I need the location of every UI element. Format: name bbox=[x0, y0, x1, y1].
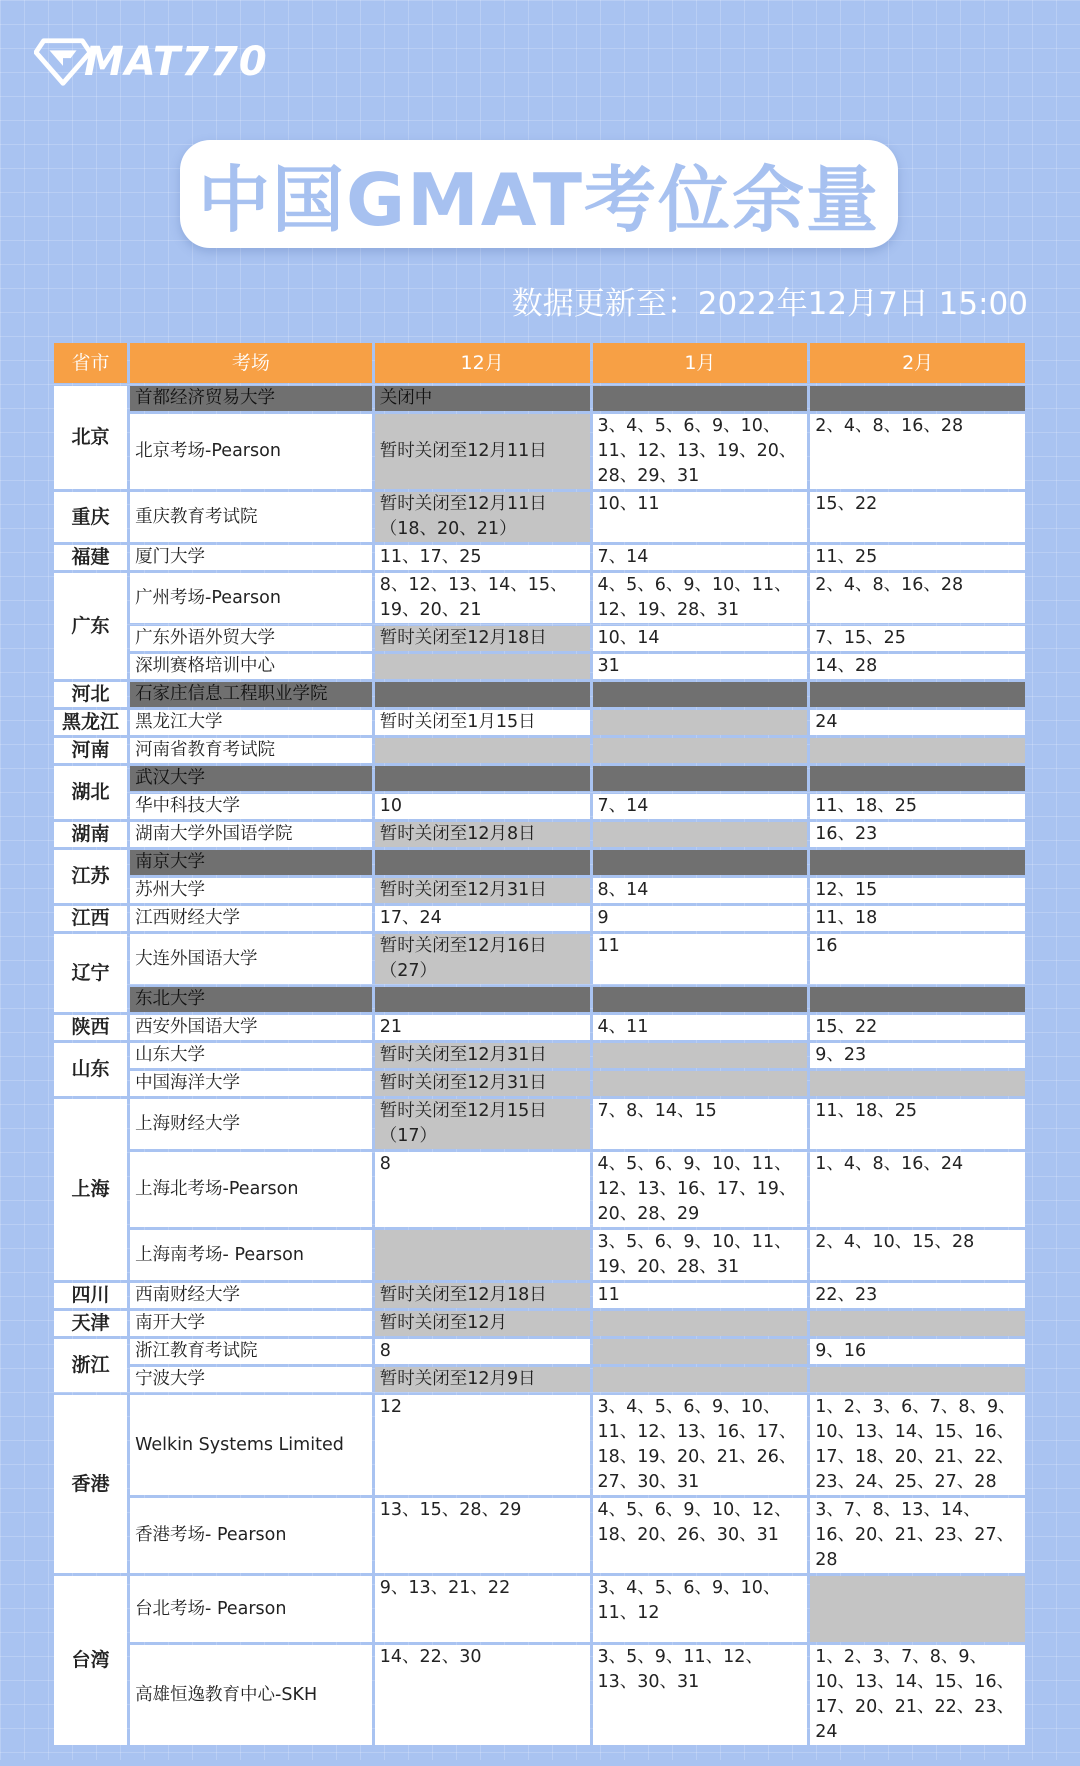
table-row bbox=[54, 1645, 1025, 1745]
logo bbox=[34, 30, 268, 94]
table-row bbox=[54, 1367, 1025, 1392]
venue-cell: 上海财经大学 bbox=[130, 1099, 372, 1149]
province-cell: 广东 bbox=[54, 573, 127, 679]
venue-cell: 重庆教育考试院 bbox=[130, 492, 372, 542]
feb-cell bbox=[810, 1071, 1025, 1096]
jan-cell bbox=[593, 386, 808, 411]
dec-cell: 暂时关闭至12月15日（17） bbox=[375, 1099, 590, 1149]
province-cell: 福建 bbox=[54, 545, 127, 570]
jan-cell bbox=[593, 1311, 808, 1336]
feb-cell bbox=[810, 766, 1025, 791]
table-row bbox=[54, 1152, 1025, 1227]
venue-cell: 江西财经大学 bbox=[130, 906, 372, 931]
table-row bbox=[54, 1230, 1025, 1280]
dec-cell: 10 bbox=[375, 794, 590, 819]
jan-cell: 10、11 bbox=[593, 492, 808, 542]
table-row bbox=[54, 1099, 1025, 1149]
feb-cell: 11、18、25 bbox=[810, 1099, 1025, 1149]
feb-cell: 7、15、25 bbox=[810, 626, 1025, 651]
dec-cell: 暂时关闭至1月15日 bbox=[375, 710, 590, 735]
venue-cell: 浙江教育考试院 bbox=[130, 1339, 372, 1364]
jan-cell: 4、5、6、9、10、11、12、13、16、17、19、20、28、29 bbox=[593, 1152, 808, 1227]
feb-cell: 16、23 bbox=[810, 822, 1025, 847]
jan-cell: 7、8、14、15 bbox=[593, 1099, 808, 1149]
table-row bbox=[54, 545, 1025, 570]
dec-cell: 暂时关闭至12月11日 bbox=[375, 414, 590, 489]
jan-cell bbox=[593, 766, 808, 791]
dec-cell: 暂时关闭至12月31日 bbox=[375, 1043, 590, 1068]
province-cell: 北京 bbox=[54, 386, 127, 489]
province-cell: 四川 bbox=[54, 1283, 127, 1308]
province-cell: 江苏 bbox=[54, 850, 127, 903]
feb-cell: 24 bbox=[810, 710, 1025, 735]
dec-cell: 暂时关闭至12月8日 bbox=[375, 822, 590, 847]
feb-cell bbox=[810, 987, 1025, 1012]
venue-cell: 西南财经大学 bbox=[130, 1283, 372, 1308]
feb-cell: 22、23 bbox=[810, 1283, 1025, 1308]
table-row bbox=[54, 492, 1025, 542]
venue-cell: 华中科技大学 bbox=[130, 794, 372, 819]
table-row bbox=[54, 1043, 1025, 1068]
dec-cell: 暂时关闭至12月 bbox=[375, 1311, 590, 1336]
venue-cell: 上海北考场-Pearson bbox=[130, 1152, 372, 1227]
jan-cell: 11 bbox=[593, 1283, 808, 1308]
table-row bbox=[54, 1339, 1025, 1364]
dec-cell: 暂时关闭至12月16日（27） bbox=[375, 934, 590, 984]
header-dec: 12月 bbox=[375, 343, 590, 383]
venue-cell: 石家庄信息工程职业学院 bbox=[130, 682, 372, 707]
dec-cell: 暂时关闭至12月9日 bbox=[375, 1367, 590, 1392]
feb-cell bbox=[810, 1367, 1025, 1392]
dec-cell bbox=[375, 850, 590, 875]
jan-cell: 7、14 bbox=[593, 545, 808, 570]
table-row bbox=[54, 878, 1025, 903]
venue-cell: 香港考场- Pearson bbox=[130, 1498, 372, 1573]
feb-cell: 2、4、8、16、28 bbox=[810, 573, 1025, 623]
feb-cell bbox=[810, 1311, 1025, 1336]
venue-cell: 湖南大学外国语学院 bbox=[130, 822, 372, 847]
province-cell: 陕西 bbox=[54, 1015, 127, 1040]
feb-cell: 1、2、3、6、7、8、9、10、13、14、15、16、17、18、20、21、22、23、24、25、27、28 bbox=[810, 1395, 1025, 1495]
jan-cell: 7、14 bbox=[593, 794, 808, 819]
seat-table-wrap bbox=[51, 340, 1028, 1748]
dec-cell: 21 bbox=[375, 1015, 590, 1040]
table-row bbox=[54, 710, 1025, 735]
venue-cell: 广州考场-Pearson bbox=[130, 573, 372, 623]
venue-cell: 首都经济贸易大学 bbox=[130, 386, 372, 411]
jan-cell bbox=[593, 1043, 808, 1068]
jan-cell: 10、14 bbox=[593, 626, 808, 651]
table-row bbox=[54, 386, 1025, 411]
feb-cell: 15、22 bbox=[810, 1015, 1025, 1040]
feb-cell bbox=[810, 682, 1025, 707]
venue-cell: 宁波大学 bbox=[130, 1367, 372, 1392]
feb-cell: 2、4、8、16、28 bbox=[810, 414, 1025, 489]
venue-cell: 上海南考场- Pearson bbox=[130, 1230, 372, 1280]
jan-cell bbox=[593, 987, 808, 1012]
feb-cell bbox=[810, 1576, 1025, 1642]
jan-cell: 4、5、6、9、10、12、18、20、26、30、31 bbox=[593, 1498, 808, 1573]
province-cell: 香港 bbox=[54, 1395, 127, 1573]
table-row bbox=[54, 1311, 1025, 1336]
province-cell: 河北 bbox=[54, 682, 127, 707]
venue-cell: 深圳赛格培训中心 bbox=[130, 654, 372, 679]
feb-cell: 16 bbox=[810, 934, 1025, 984]
venue-cell: 高雄恒逸教育中心-SKH bbox=[130, 1645, 372, 1745]
venue-cell: 黑龙江大学 bbox=[130, 710, 372, 735]
feb-cell: 1、4、8、16、24 bbox=[810, 1152, 1025, 1227]
jan-cell: 4、5、6、9、10、11、12、19、28、31 bbox=[593, 573, 808, 623]
table-row bbox=[54, 850, 1025, 875]
venue-cell: 大连外国语大学 bbox=[130, 934, 372, 984]
dec-cell: 8、12、13、14、15、19、20、21 bbox=[375, 573, 590, 623]
province-cell: 江西 bbox=[54, 906, 127, 931]
dec-cell: 14、22、30 bbox=[375, 1645, 590, 1745]
seat-table bbox=[51, 340, 1028, 1748]
table-row bbox=[54, 682, 1025, 707]
dec-cell: 8 bbox=[375, 1339, 590, 1364]
venue-cell: 山东大学 bbox=[130, 1043, 372, 1068]
province-cell: 山东 bbox=[54, 1043, 127, 1096]
province-cell: 河南 bbox=[54, 738, 127, 763]
feb-cell: 2、4、10、15、28 bbox=[810, 1230, 1025, 1280]
title-card bbox=[180, 140, 898, 248]
jan-cell: 31 bbox=[593, 654, 808, 679]
dec-cell: 8 bbox=[375, 1152, 590, 1227]
jan-cell: 3、4、5、6、9、10、11、12、13、19、20、28、29、31 bbox=[593, 414, 808, 489]
feb-cell bbox=[810, 738, 1025, 763]
table-row bbox=[54, 1283, 1025, 1308]
dec-cell: 9、13、21、22 bbox=[375, 1576, 590, 1642]
venue-cell: 河南省教育考试院 bbox=[130, 738, 372, 763]
venue-cell: 东北大学 bbox=[130, 987, 372, 1012]
venue-cell: Welkin Systems Limited bbox=[130, 1395, 372, 1495]
jan-cell: 3、5、9、11、12、13、30、31 bbox=[593, 1645, 808, 1745]
dec-cell bbox=[375, 738, 590, 763]
jan-cell: 11 bbox=[593, 934, 808, 984]
jan-cell: 3、4、5、6、9、10、11、12 bbox=[593, 1576, 808, 1642]
dec-cell: 11、17、25 bbox=[375, 545, 590, 570]
feb-cell: 11、18、25 bbox=[810, 794, 1025, 819]
feb-cell bbox=[810, 386, 1025, 411]
venue-cell: 台北考场- Pearson bbox=[130, 1576, 372, 1642]
dec-cell bbox=[375, 766, 590, 791]
venue-cell: 广东外语外贸大学 bbox=[130, 626, 372, 651]
jan-cell bbox=[593, 682, 808, 707]
venue-cell: 中国海洋大学 bbox=[130, 1071, 372, 1096]
jan-cell: 3、4、5、6、9、10、11、12、13、16、17、18、19、20、21、26、27、30、31 bbox=[593, 1395, 808, 1495]
venue-cell: 北京考场-Pearson bbox=[130, 414, 372, 489]
jan-cell bbox=[593, 822, 808, 847]
province-cell: 黑龙江 bbox=[54, 710, 127, 735]
update-timestamp: 数据更新至：2022年12月7日 15:00 bbox=[511, 286, 1028, 322]
table-row bbox=[54, 822, 1025, 847]
dec-cell: 17、24 bbox=[375, 906, 590, 931]
jan-cell bbox=[593, 1339, 808, 1364]
feb-cell: 11、25 bbox=[810, 545, 1025, 570]
dec-cell: 暂时关闭至12月18日 bbox=[375, 626, 590, 651]
dec-cell: 暂时关闭至12月31日 bbox=[375, 878, 590, 903]
table-row bbox=[54, 738, 1025, 763]
province-cell: 天津 bbox=[54, 1311, 127, 1336]
table-row bbox=[54, 794, 1025, 819]
dec-cell bbox=[375, 682, 590, 707]
province-cell: 湖南 bbox=[54, 822, 127, 847]
jan-cell: 3、5、6、9、10、11、19、20、28、31 bbox=[593, 1230, 808, 1280]
feb-cell: 12、15 bbox=[810, 878, 1025, 903]
dec-cell: 暂时关闭至12月11日（18、20、21） bbox=[375, 492, 590, 542]
dec-cell bbox=[375, 654, 590, 679]
footer-strip bbox=[0, 1760, 1080, 1766]
feb-cell: 9、16 bbox=[810, 1339, 1025, 1364]
table-row bbox=[54, 1498, 1025, 1573]
venue-cell: 武汉大学 bbox=[130, 766, 372, 791]
jan-cell bbox=[593, 1071, 808, 1096]
table-row bbox=[54, 1395, 1025, 1495]
province-cell: 重庆 bbox=[54, 492, 127, 542]
province-cell: 上海 bbox=[54, 1099, 127, 1280]
jan-cell: 9 bbox=[593, 906, 808, 931]
feb-cell: 9、23 bbox=[810, 1043, 1025, 1068]
province-cell: 台湾 bbox=[54, 1576, 127, 1745]
table-row bbox=[54, 1576, 1025, 1642]
jan-cell bbox=[593, 850, 808, 875]
table-row bbox=[54, 414, 1025, 489]
dec-cell bbox=[375, 1230, 590, 1280]
jan-cell bbox=[593, 1367, 808, 1392]
dec-cell: 暂时关闭至12月31日 bbox=[375, 1071, 590, 1096]
feb-cell bbox=[810, 850, 1025, 875]
venue-cell: 苏州大学 bbox=[130, 878, 372, 903]
table-row bbox=[54, 573, 1025, 623]
jan-cell bbox=[593, 710, 808, 735]
venue-cell: 南京大学 bbox=[130, 850, 372, 875]
header-row bbox=[54, 343, 1025, 383]
dec-cell bbox=[375, 987, 590, 1012]
dec-cell: 13、15、28、29 bbox=[375, 1498, 590, 1573]
table-row bbox=[54, 654, 1025, 679]
venue-cell: 南开大学 bbox=[130, 1311, 372, 1336]
table-row bbox=[54, 934, 1025, 984]
dec-cell: 关闭中 bbox=[375, 386, 590, 411]
page-title: 中国GMAT考位余量 bbox=[198, 158, 880, 242]
jan-cell: 8、14 bbox=[593, 878, 808, 903]
header-jan: 1月 bbox=[593, 343, 808, 383]
table-row bbox=[54, 1071, 1025, 1096]
table-row bbox=[54, 766, 1025, 791]
province-cell: 湖北 bbox=[54, 766, 127, 819]
header-province: 省市 bbox=[54, 343, 127, 383]
province-cell: 辽宁 bbox=[54, 934, 127, 1012]
feb-cell: 11、18 bbox=[810, 906, 1025, 931]
feb-cell: 1、2、3、7、8、9、10、13、14、15、16、17、20、21、22、23、24 bbox=[810, 1645, 1025, 1745]
logo-text: MAT770 bbox=[84, 39, 268, 85]
dec-cell: 12 bbox=[375, 1395, 590, 1495]
feb-cell: 15、22 bbox=[810, 492, 1025, 542]
dec-cell: 暂时关闭至12月18日 bbox=[375, 1283, 590, 1308]
table-row bbox=[54, 626, 1025, 651]
feb-cell: 3、7、8、13、14、16、20、21、23、27、28 bbox=[810, 1498, 1025, 1573]
jan-cell bbox=[593, 738, 808, 763]
table-row bbox=[54, 1015, 1025, 1040]
province-cell: 浙江 bbox=[54, 1339, 127, 1392]
venue-cell: 西安外国语大学 bbox=[130, 1015, 372, 1040]
jan-cell: 4、11 bbox=[593, 1015, 808, 1040]
header-feb: 2月 bbox=[810, 343, 1025, 383]
feb-cell: 14、28 bbox=[810, 654, 1025, 679]
table-row bbox=[54, 987, 1025, 1012]
header-venue: 考场 bbox=[130, 343, 372, 383]
table-row bbox=[54, 906, 1025, 931]
venue-cell: 厦门大学 bbox=[130, 545, 372, 570]
